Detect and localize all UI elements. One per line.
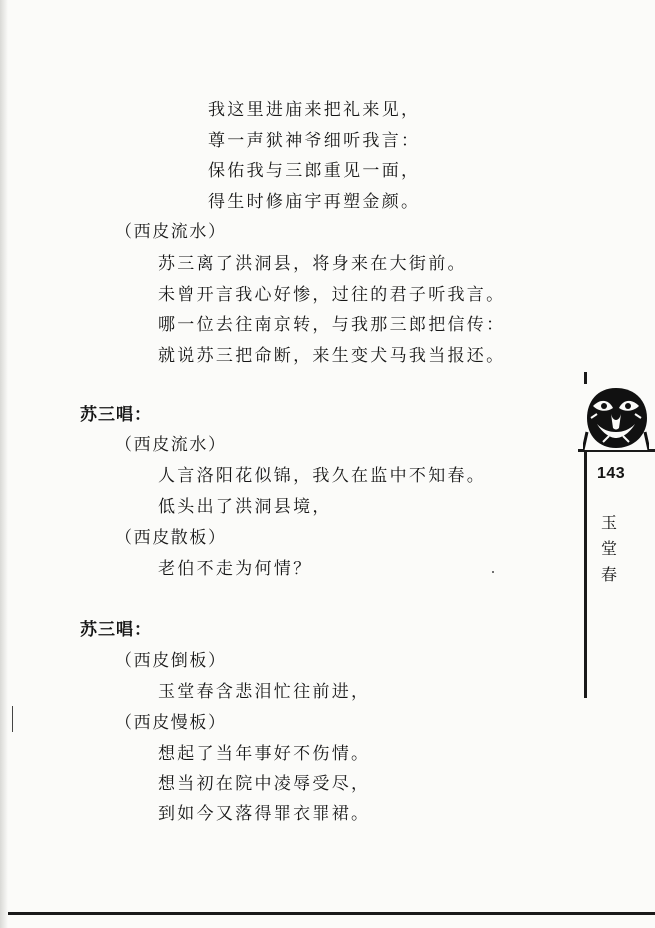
tune-label: （西皮流水） [115,435,227,455]
verse-line: 得生时修庙宇再塑金颜。 [208,192,421,212]
opera-mask-icon [583,384,649,450]
verse-line: 玉堂春含悲泪忙往前进， [158,682,371,702]
tune-label: （西皮倒板） [115,651,227,671]
tune-label: （西皮散板） [115,528,227,548]
scan-speck [492,571,494,573]
running-title: 玉堂春 [600,513,617,584]
verse-line: 苏三离了洪洞县，将身来在大街前。 [158,254,467,274]
verse-line: 我这里进庙来把礼来见， [208,100,421,120]
page-number: 143 [597,465,626,482]
speaker-label: 苏三唱： [80,620,152,640]
verse-line: 低头出了洪洞县境， [158,497,332,517]
scan-speck [12,706,13,732]
verse-line: 保佑我与三郎重见一面， [208,161,421,181]
verse-line: 未曾开言我心好惨，过往的君子听我言。 [158,285,506,305]
tune-label: （西皮流水） [115,222,227,242]
verse-line: 想当初在院中凌辱受尽， [158,774,371,794]
verse-line: 就说苏三把命断，来生变犬马我当报还。 [158,346,506,366]
verse-line: 人言洛阳花似锦，我久在监中不知春。 [158,466,487,486]
verse-line: 到如今又落得罪衣罪裙。 [158,804,371,824]
scan-shadow [0,0,8,928]
speaker-label: 苏三唱： [80,405,152,425]
tune-label: （西皮慢板） [115,713,227,733]
verse-line: 哪一位去往南京转，与我那三郎把信传： [158,315,506,335]
verse-line: 想起了当年事好不伤情。 [158,744,371,764]
verse-line: 老伯不走为何情？ [158,559,313,579]
page-bottom-rule [8,912,655,915]
verse-line: 尊一声狱神爷细听我言： [208,131,421,151]
